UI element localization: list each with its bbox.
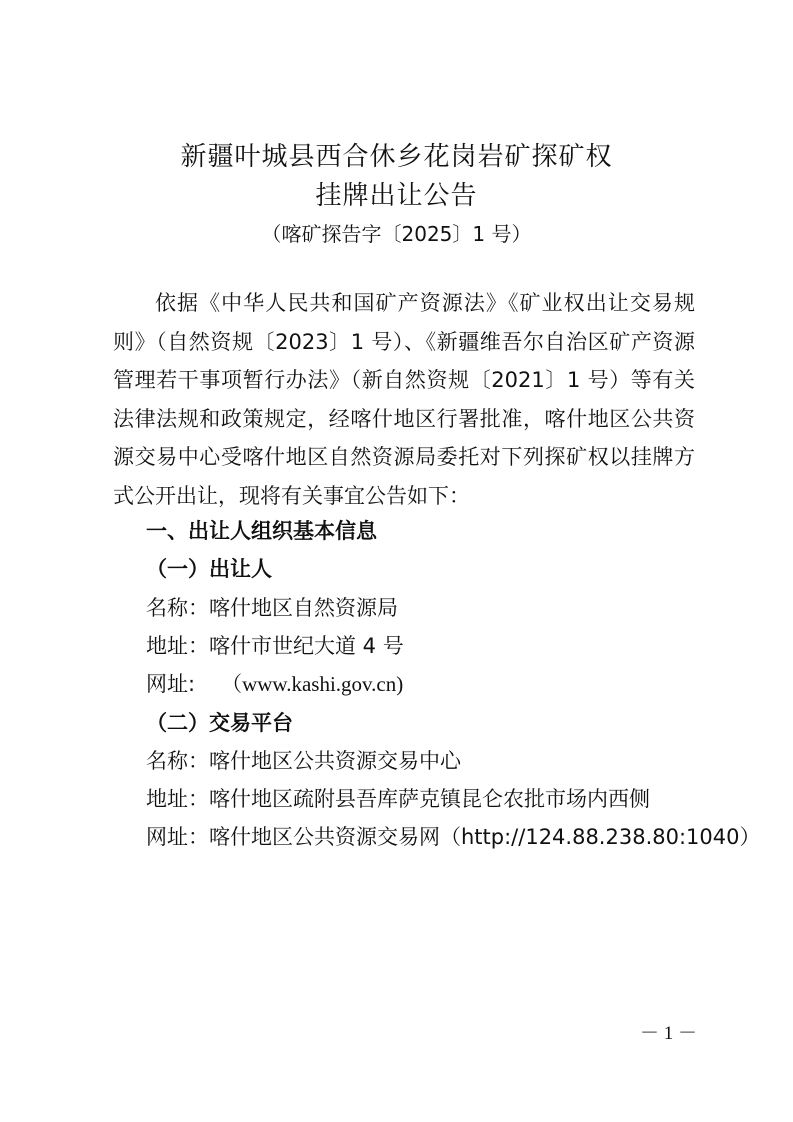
platform-website-label: 网址： — [146, 825, 209, 849]
intro-block — [113, 284, 695, 516]
transferor-address-row — [146, 630, 404, 660]
platform-name-label: 名称： — [146, 749, 209, 773]
transferor-name-value: 喀什地区自然资源局 — [209, 596, 398, 620]
platform-name-row — [146, 745, 461, 775]
transferor-website-row — [146, 668, 403, 698]
page-number: － 1 － — [640, 1023, 698, 1044]
platform-address-row — [146, 783, 650, 813]
subsection-1-heading: （一）出让人 — [146, 557, 272, 581]
intro-paragraph: 依据《中华人民共和国矿产资源法》《矿业权出让交易规则》（自然资规〔2023〕1 号）、《新疆维吾尔自治区矿产资源管理若干事项暂行办法》（新自然资规〔2021〕1 号）等有关法律法规和政策规定，经喀什地区行署批准，喀什地区公共资源交易中心受喀什地区自然资源局委托对下列探矿权以挂牌方式公开出让，现将有关事宜公告如下： — [113, 291, 695, 508]
transferor-name-row — [146, 592, 398, 622]
document-number: （喀矿探告字〔2025〕1 号） — [261, 222, 532, 246]
platform-name-value: 喀什地区公共资源交易中心 — [209, 749, 461, 773]
subsection-2-heading: （二）交易平台 — [146, 711, 293, 735]
platform-address-value: 喀什地区疏附县吾库萨克镇昆仑农批市场内西侧 — [209, 787, 650, 811]
platform-address-label: 地址： — [146, 787, 209, 811]
section-1-heading: 一、出让人组织基本信息 — [146, 519, 377, 543]
transferor-name-label: 名称： — [146, 596, 209, 620]
transferor-address-label: 地址： — [146, 634, 209, 658]
transferor-address-value: 喀什市世纪大道 4 号 — [209, 634, 404, 658]
platform-website-value[interactable]: 喀什地区公共资源交易网（http://124.88.238.80:1040） — [209, 825, 761, 849]
transferor-website-value[interactable]: （www.kashi.gov.cn) — [221, 672, 404, 696]
document-title-line-2: 挂牌出让公告 — [315, 181, 478, 211]
document-title-line-1: 新疆叶城县西合休乡花岗岩矿探矿权 — [180, 142, 613, 172]
transferor-website-label: 网址: — [146, 672, 196, 696]
platform-website-row — [146, 821, 761, 851]
